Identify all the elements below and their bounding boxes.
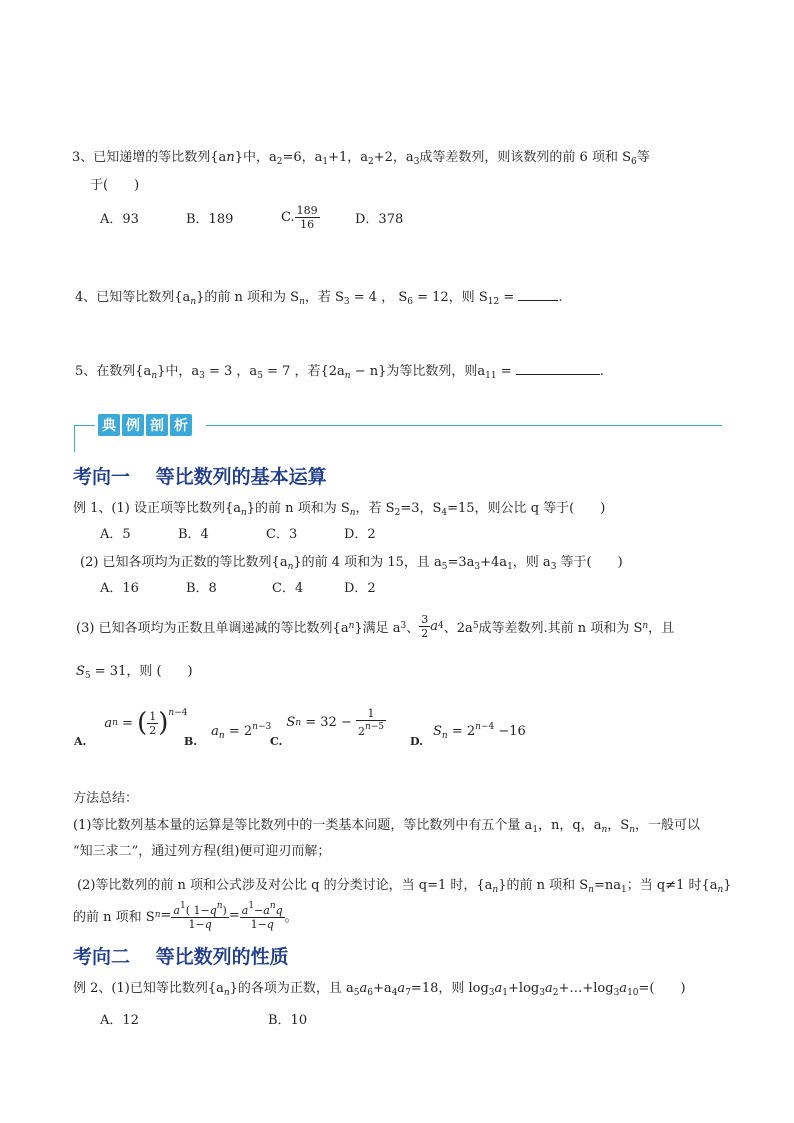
banner-bracket: [74, 425, 95, 452]
method-point-2-line2: 的前 n 项和 S n = $\frac{a^1( 1-q^n)}{1-q}$ = $\frac{a^1-a^nq}{1-q}$ 。: [73, 900, 298, 931]
answer-blank[interactable]: [516, 362, 600, 375]
banner-char: 剖: [146, 414, 168, 436]
option-a: A．16: [100, 581, 139, 596]
example-1-part-2: (2) 已知各项均为正数的等比数列$\{a_n\}$的前 4 项和为 15，且 $a_5=3a_3+4a_1$，则 $a_3$ 等于( ): [80, 555, 623, 572]
example-1-part-3: (3) 已知各项均为正数且单调递减的等比数列{a n }满足 a 3 、 $\frac{3}{2}$ a 4 、2a 5 成等差数列.其前 n 项和为 S n ，且: [76, 612, 675, 640]
option-a: A．5: [100, 527, 131, 542]
option-b: B．8: [186, 581, 217, 596]
banner-char: 析: [170, 414, 192, 436]
banner-line: [206, 425, 722, 426]
option-b: B. $a_n = 2^{n-3}$: [184, 722, 272, 748]
option-c: C．4: [272, 581, 304, 596]
option-c: C. S n = 32 − $\frac{1}{2^{n-5}}$: [270, 707, 385, 748]
example-1-part-1-options: [100, 523, 376, 542]
option-c: C．3: [266, 527, 298, 542]
option-a: A．93: [100, 211, 139, 227]
example-2: 例 2、(1)已知等比数列$\{a_n\}$的各项为正数，且 $a_5a_6+a_4a_7=18$，则 $\log_3a_1+\log_3a_2+\dots+\log_3a_{10}=$( ): [73, 981, 686, 998]
option-b: B．4: [178, 527, 209, 542]
section-title: 考向一 等比数列的基本运算: [73, 466, 327, 488]
option-d: D．378: [355, 211, 404, 227]
question-4: 4、已知等比数列$\{a_n\}$的前 n 项和为 $S_n$，若 $S_3 = 4$ ， $S_6 = 12$，则 $S_{12}$ = .: [75, 290, 563, 307]
option-d: D. $S_n = 2^{n-4} -16$: [410, 722, 526, 748]
example-2-options: [100, 1009, 307, 1028]
option-d: D．2: [344, 581, 376, 596]
method-point-2: (2)等比数列的前 n 项和公式涉及对公比 q 的分类讨论，当 q=1 时，$\{a_n\}$的前 n 项和 $S_n=na_1$；当 q≠1 时$\{a_n\}$: [77, 878, 732, 895]
question-3-line2: 于( ): [90, 178, 140, 193]
answer-blank[interactable]: [518, 288, 558, 301]
section-title: 考向二 等比数列的性质: [73, 946, 289, 968]
option-a: A．12: [100, 1013, 139, 1028]
question-number: 3、: [72, 150, 94, 165]
question-3: 3、已知递增的等比数列{an}中，$a_2=6$，$a_1+1$，$a_2+2$，$a_3$成等差数列，则该数列的前 6 项和 $S_6$等: [72, 150, 650, 167]
banner-badges: [98, 414, 192, 436]
banner-char: 典: [98, 414, 120, 436]
option-b: B．189: [186, 211, 234, 227]
option-d: D．2: [344, 527, 376, 542]
question-3-options: [100, 200, 403, 234]
banner-char: 例: [122, 414, 144, 436]
method-title: 方法总结：: [73, 791, 139, 806]
example-1-part-2-options: [100, 577, 376, 596]
example-1-part-3-line2: $S_5 = 31$，则 ( ): [76, 664, 193, 681]
option-b: B．10: [268, 1013, 308, 1028]
method-point-1-line2: “知三求二”，通过列方程(组)便可迎刃而解；: [73, 844, 331, 859]
option-c: C. $\frac{189}{16}$: [281, 203, 318, 231]
option-a: A. a n = ( $\frac{1}{2}$ ) $^{n -4}$: [74, 708, 188, 748]
example-1-part-1: 例 1、(1) 设正项等比数列$\{a_n\}$的前 n 项和为 $S_n$，若 $S_2=3$，$S_4=15$，则公比 q 等于( ): [73, 501, 606, 518]
question-5: 5、在数列$\{a_n\}$中，$a_3 = 3$ ，$a_5 = 7$ ，若$\{2a_n - n\}$为等比数列，则$a_{11}$ = .: [75, 364, 604, 381]
method-point-1: (1)等比数列基本量的运算是等比数列中的一类基本问题，等比数列中有五个量 $a_1$，n，q，$a_n$，$S_n$，一般可以: [73, 818, 701, 835]
